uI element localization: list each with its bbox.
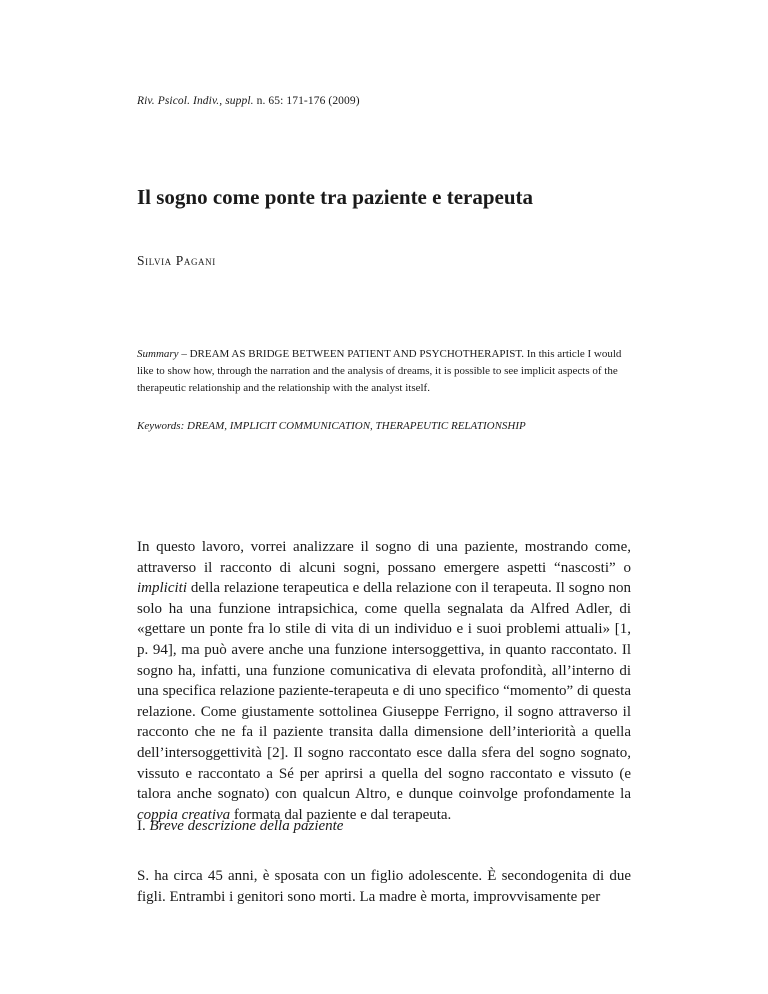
author-name-text: Silvia Pagani	[137, 253, 216, 268]
section-number: I.	[137, 818, 150, 834]
p1-text-b: della relazione terapeutica e della relazione con il terapeuta. Il sogno non solo ha una funzione intrapsichica, come quella segnalata da Alfred Adler, di «gettare un ponte fra lo stile di vita di un individuo e i suoi problemi attuali» [1, p. 94], ma può avere anche una funzione intersoggettiva, in quanto raccontato. Il sogno ha, infatti, una funzione comunicativa di elevata profondità, all’interno di una specifica relazione paziente-terapeuta e di uno specifico “momento” di questa relazione. Come giustamente sottolinea Giuseppe Ferrigno, il sogno attraverso il racconto che ne fa il paziente transita dalla dimensione dell’interiorità a quella dell’intersoggettività [2]. Il sogno raccontato esce dalla sfera del sogno sognato, vissuto e raccontato a Sé per aprirsi a quella del sogno raccontato e vissuto (e talora anche sognato) con qualcun Altro, e dunque coinvolge profondamente la	[137, 580, 631, 803]
summary-label: Summary	[137, 348, 179, 360]
section-heading	[137, 818, 343, 835]
author-name	[137, 253, 216, 269]
journal-reference	[137, 95, 360, 107]
p1-text-a: In questo lavoro, vorrei analizzare il sogno di una paziente, mostrando come, attraverso il racconto di alcuni sogni, possano emergere aspetti “nascosti” o	[137, 539, 631, 576]
p1-text-c: formata dal paziente e dal terapeuta.	[230, 806, 452, 823]
body-paragraph-1	[137, 537, 631, 825]
summary-dash: –	[178, 348, 190, 360]
keywords-text: : DREAM, IMPLICIT COMMUNICATION, THERAPEUTIC RELATIONSHIP	[180, 420, 526, 432]
summary	[137, 346, 631, 397]
body-paragraph-2: S. ha circa 45 anni, è sposata con un figlio adolescente. È secondogenita di due figli. Entrambi i genitori sono morti. La madre è morta, improvvisamente per	[137, 868, 631, 905]
article-title: Il sogno come ponte tra paziente e terapeuta	[137, 185, 534, 209]
keywords-label: Keywords	[137, 420, 181, 432]
p1-emphasis-impliciti: impliciti	[137, 580, 187, 597]
journal-suppl: suppl.	[225, 95, 254, 107]
section-title: Breve descrizione della paziente	[149, 818, 344, 834]
summary-text: DREAM AS BRIDGE BETWEEN PATIENT AND PSYCHOTHERAPIST. In this article I would like to show how, through the narration and the analysis of dreams, it is possible to see implicit aspects of the therapeutic relationship and the relationship with the analyst itself.	[137, 348, 622, 394]
journal-abbrev: Riv. Psicol. Indiv.,	[137, 95, 223, 107]
journal-issue: n. 65: 171-176 (2009)	[253, 95, 360, 107]
p1-emphasis-coppia-creativa: coppia creativa	[137, 806, 231, 823]
keywords	[137, 420, 637, 432]
